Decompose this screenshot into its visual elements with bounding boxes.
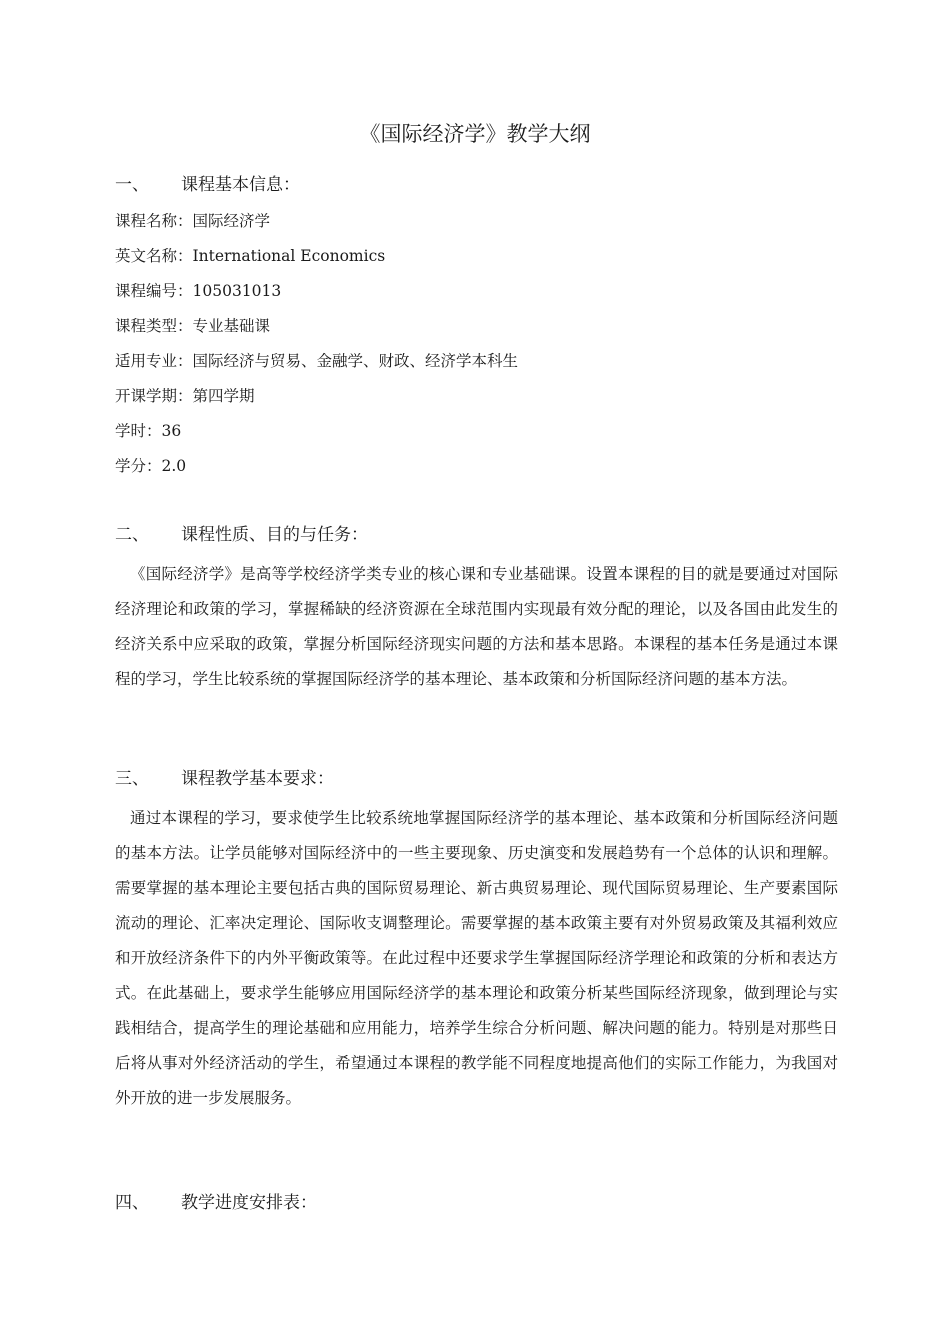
section-number: 一、	[115, 175, 149, 195]
section-heading-schedule	[115, 1190, 317, 1216]
section-number: 四、	[115, 1193, 149, 1213]
info-course-type: 课程类型：专业基础课	[115, 317, 271, 335]
info-hours: 学时：36	[115, 422, 182, 440]
section-title: 教学进度安排表：	[181, 1193, 317, 1213]
info-course-code: 课程编号：105031013	[115, 282, 282, 300]
info-course-name: 课程名称：国际经济学	[115, 212, 271, 230]
info-semester: 开课学期：第四学期	[115, 387, 255, 405]
info-english-name: 英文名称：International Economics	[115, 247, 386, 265]
section-number: 三、	[115, 769, 149, 789]
section-title: 课程教学基本要求：	[181, 769, 334, 789]
section-number: 二、	[115, 525, 149, 545]
section-body-nature-purpose: 《国际经济学》是高等学校经济学类专业的核心课和专业基础课。设置本课程的目的就是要通过对国际经济理论和政策的学习，掌握稀缺的经济资源在全球范围内实现最有效分配的理论，以及各国由此发生的经济关系中应采取的政策，掌握分析国际经济现实问题的方法和基本思路。本课程的基本任务是通过本课程的学习，学生比较系统的掌握国际经济学的基本理论、基本政策和分析国际经济问题的基本方法。	[115, 565, 838, 688]
info-applicable-majors: 适用专业：国际经济与贸易、金融学、财政、经济学本科生	[115, 352, 519, 370]
section-heading-nature-purpose	[115, 522, 368, 548]
section-body-requirements: 通过本课程的学习，要求使学生比较系统地掌握国际经济学的基本理论、基本政策和分析国际经济问题的基本方法。让学员能够对国际经济中的一些主要现象、历史演变和发展趋势有一个总体的认识和理解。需要掌握的基本理论主要包括古典的国际贸易理论、新古典贸易理论、现代国际贸易理论、生产要素国际流动的理论、汇率决定理论、国际收支调整理论。需要掌握的基本政策主要有对外贸易政策及其福利效应和开放经济条件下的内外平衡政策等。在此过程中还要求学生掌握国际经济学理论和政策的分析和表达方式。在此基础上，要求学生能够应用国际经济学的基本理论和政策分析某些国际经济现象，做到理论与实践相结合，提高学生的理论基础和应用能力，培养学生综合分析问题、解决问题的能力。特别是对那些日后将从事对外经济活动的学生，希望通过本课程的教学能不同程度地提高他们的实际工作能力，为我国对外开放的进一步发展服务。	[115, 809, 838, 1107]
document-title: 《国际经济学》教学大纲	[359, 122, 591, 146]
info-credits: 学分：2.0	[115, 457, 187, 475]
section-title: 课程基本信息：	[181, 175, 300, 195]
section-heading-requirements	[115, 766, 334, 792]
section-title: 课程性质、目的与任务：	[181, 525, 368, 545]
section-heading-basic-info	[115, 172, 300, 198]
